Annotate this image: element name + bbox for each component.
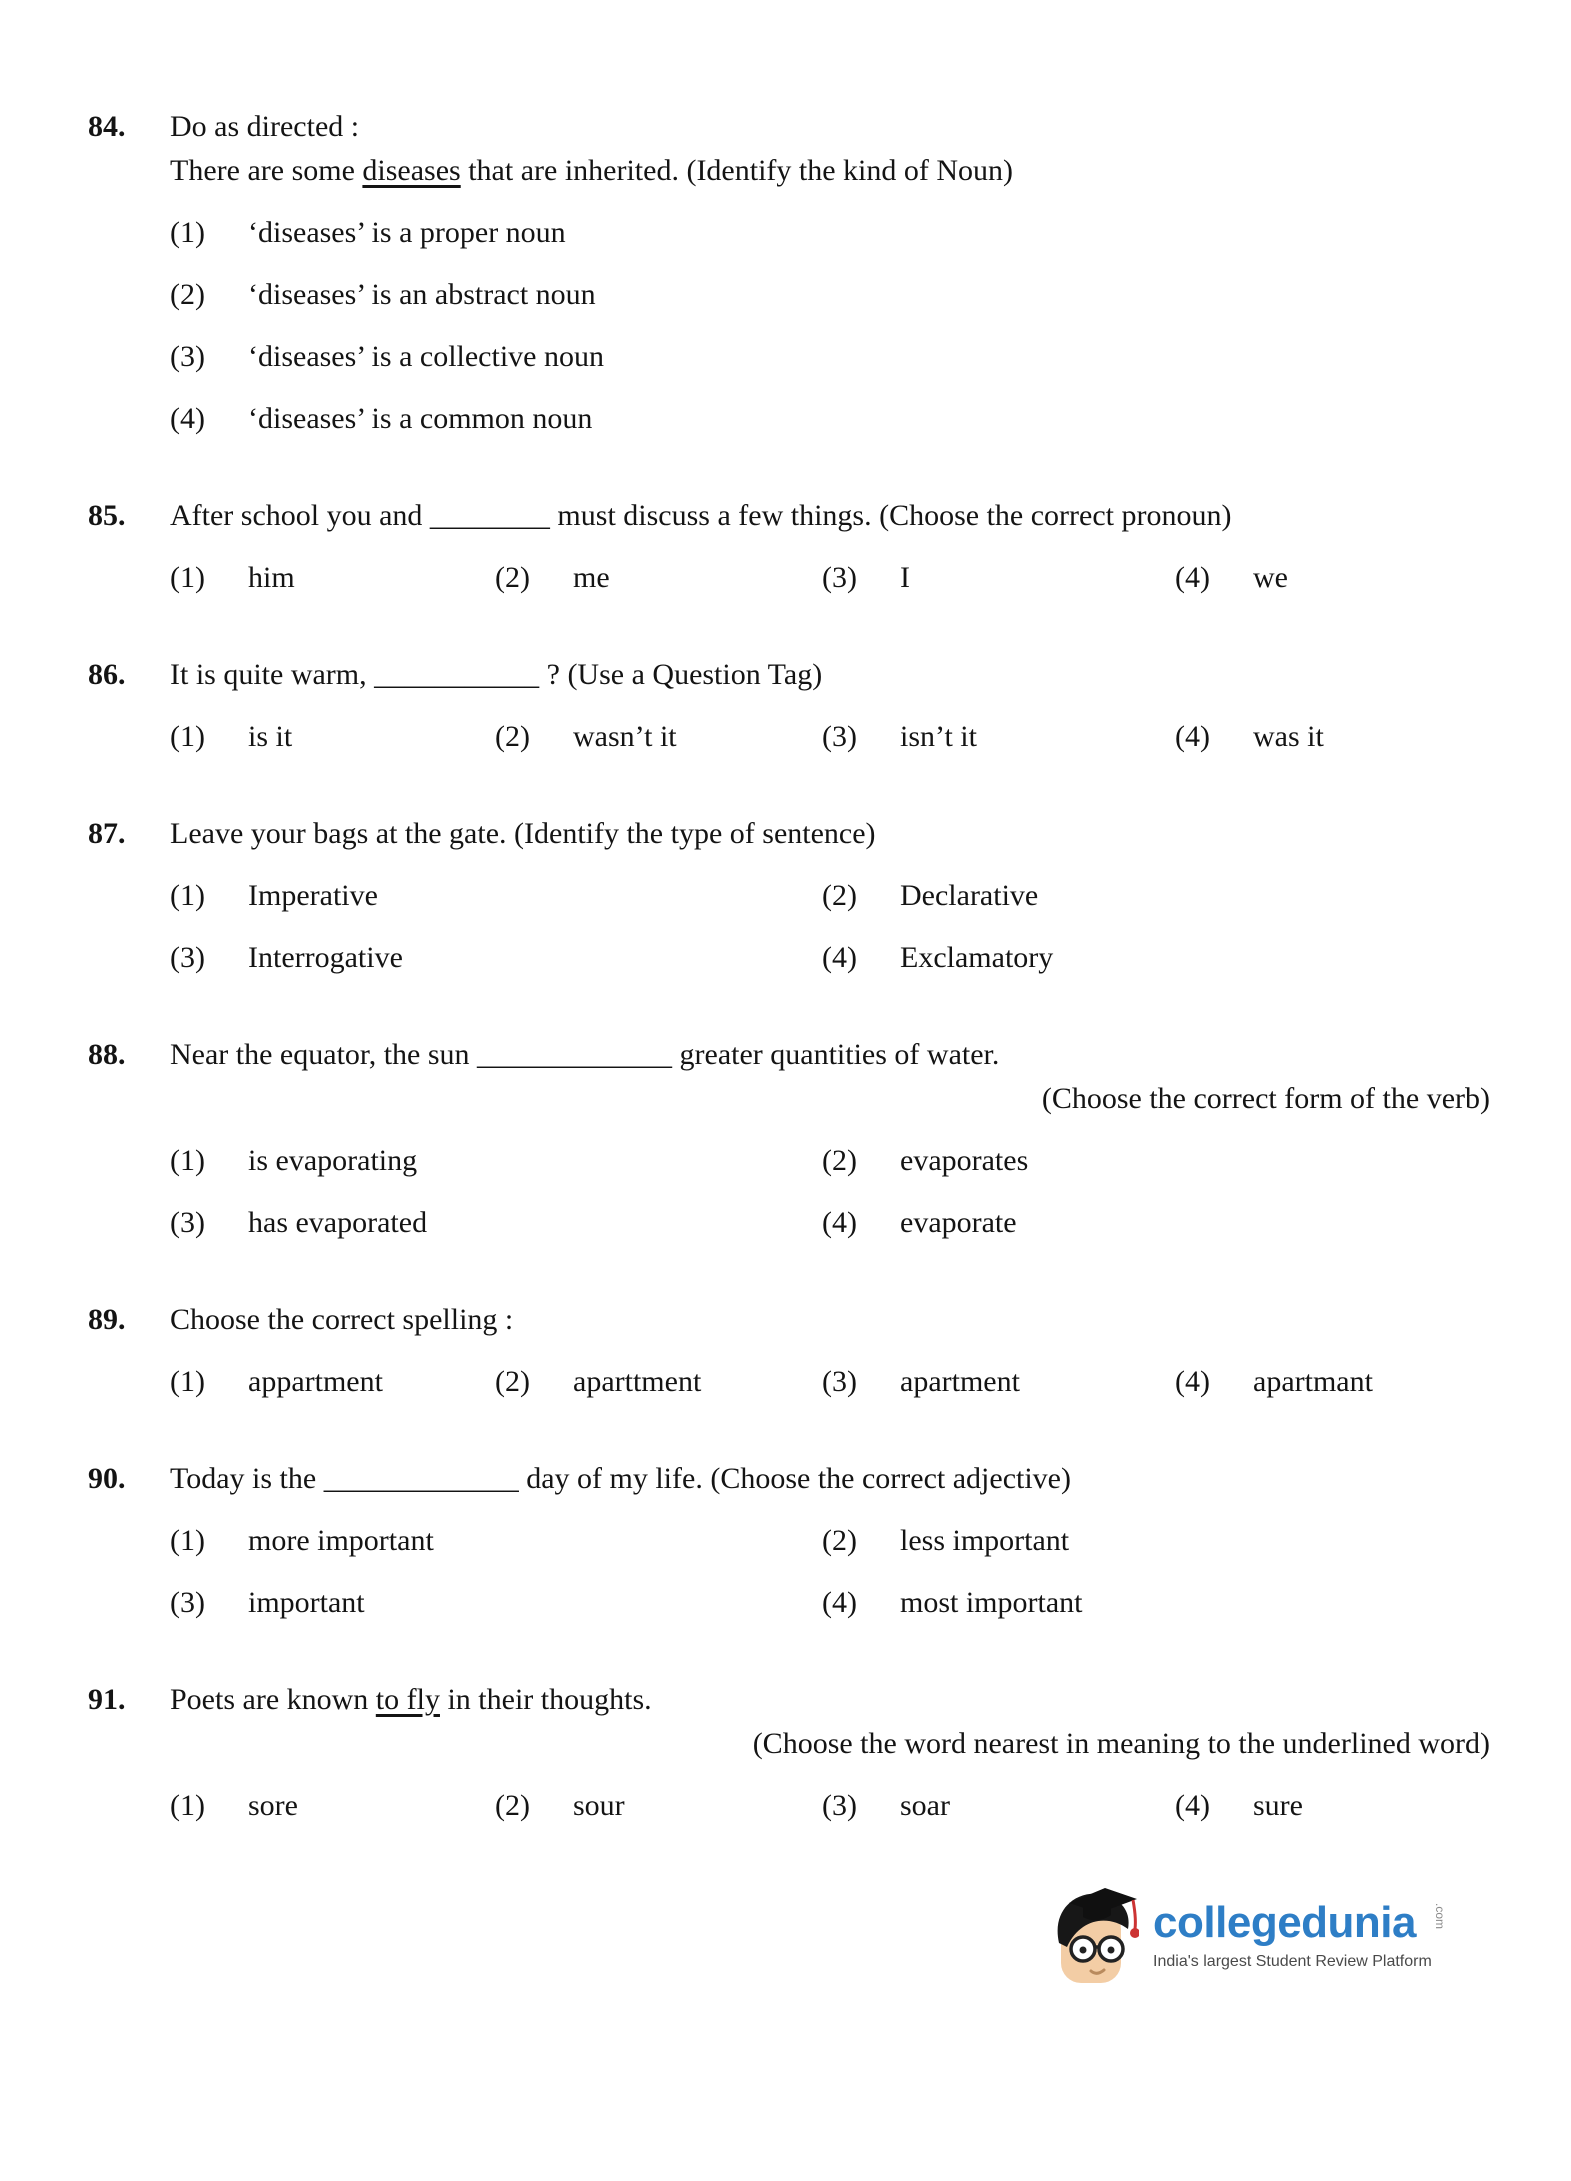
option-1 bbox=[170, 1139, 822, 1183]
option-text: evaporate bbox=[900, 1206, 1017, 1239]
options-row bbox=[170, 1360, 1490, 1404]
option-number: (4) bbox=[1175, 1365, 1210, 1398]
option-number: (1) bbox=[170, 1524, 205, 1557]
option-4 bbox=[1175, 715, 1490, 759]
option-number: (1) bbox=[170, 720, 205, 753]
options-row bbox=[170, 715, 1490, 759]
option-4 bbox=[1175, 1784, 1490, 1828]
option-2 bbox=[822, 1139, 1490, 1183]
option-text: aparttment bbox=[573, 1365, 702, 1398]
question-intro: Do as directed : bbox=[170, 110, 360, 143]
question-number: 90. bbox=[88, 1462, 126, 1495]
option-4 bbox=[1175, 556, 1490, 600]
question-body bbox=[170, 1678, 1490, 1828]
option-text: sore bbox=[248, 1789, 298, 1822]
option-text: me bbox=[573, 561, 610, 594]
option-1 bbox=[170, 1519, 822, 1563]
option-1 bbox=[170, 715, 495, 759]
option-2 bbox=[170, 273, 1490, 317]
option-text: apartmant bbox=[1253, 1365, 1373, 1398]
collegedunia-logo bbox=[1043, 1881, 1462, 1991]
logo-text bbox=[1153, 1899, 1462, 1973]
option-number: (4) bbox=[170, 402, 205, 435]
option-number: (2) bbox=[170, 278, 205, 311]
option-1 bbox=[170, 1784, 495, 1828]
options-list bbox=[170, 211, 1490, 441]
question-body bbox=[170, 812, 1490, 980]
brand-name: collegedunia bbox=[1153, 1898, 1416, 1947]
option-number: (1) bbox=[170, 1144, 205, 1177]
option-4 bbox=[822, 1201, 1490, 1245]
brand-suffix: .com bbox=[1433, 1903, 1447, 1930]
option-number: (4) bbox=[1175, 1789, 1210, 1822]
option-text: was it bbox=[1253, 720, 1324, 753]
question-89 bbox=[88, 1298, 1490, 1404]
option-text: sour bbox=[573, 1789, 625, 1822]
question-text bbox=[170, 149, 1490, 193]
option-text: him bbox=[248, 561, 295, 594]
question-number: 84. bbox=[88, 110, 126, 143]
option-text: ‘diseases’ is a collective noun bbox=[248, 340, 604, 373]
option-3 bbox=[170, 335, 1490, 379]
option-text: Imperative bbox=[248, 879, 378, 912]
question-text-post: in their thoughts. bbox=[439, 1683, 652, 1716]
option-number: (3) bbox=[822, 1365, 857, 1398]
option-number: (2) bbox=[495, 720, 530, 753]
option-3 bbox=[170, 1581, 822, 1625]
option-text: evaporates bbox=[900, 1144, 1029, 1177]
question-text: Near the equator, the sun _____________ greater quantities of water. bbox=[170, 1038, 1000, 1071]
question-body bbox=[170, 1033, 1490, 1245]
option-3 bbox=[822, 1784, 1175, 1828]
option-text: Declarative bbox=[900, 879, 1039, 912]
question-number: 85. bbox=[88, 499, 126, 532]
brand-row bbox=[1153, 1899, 1462, 1947]
option-text: has evaporated bbox=[248, 1206, 428, 1239]
option-text: Interrogative bbox=[248, 941, 403, 974]
option-number: (2) bbox=[495, 1365, 530, 1398]
option-number: (3) bbox=[170, 1206, 205, 1239]
option-3 bbox=[822, 1360, 1175, 1404]
option-number: (3) bbox=[822, 561, 857, 594]
question-text-post: that are inherited. (Identify the kind of Noun) bbox=[460, 154, 1014, 187]
option-text: ‘diseases’ is an abstract noun bbox=[248, 278, 596, 311]
option-number: (3) bbox=[170, 941, 205, 974]
option-number: (1) bbox=[170, 216, 205, 249]
option-text: soar bbox=[900, 1789, 950, 1822]
option-2 bbox=[495, 1360, 822, 1404]
option-number: (3) bbox=[822, 720, 857, 753]
question-text: After school you and ________ must discuss a few things. (Choose the correct pronoun) bbox=[170, 499, 1232, 532]
option-number: (4) bbox=[822, 1206, 857, 1239]
option-2 bbox=[822, 874, 1490, 918]
question-hint: (Choose the correct form of the verb) bbox=[1041, 1082, 1490, 1115]
option-1 bbox=[170, 874, 822, 918]
option-text: appartment bbox=[248, 1365, 383, 1398]
option-number: (4) bbox=[822, 1586, 857, 1619]
option-number: (4) bbox=[822, 941, 857, 974]
option-text: ‘diseases’ is a common noun bbox=[248, 402, 593, 435]
question-hint: (Choose the word nearest in meaning to the underlined word) bbox=[752, 1727, 1490, 1760]
option-4 bbox=[1175, 1360, 1490, 1404]
option-text: ‘diseases’ is a proper noun bbox=[248, 216, 566, 249]
option-1 bbox=[170, 1360, 495, 1404]
brand-tagline: India's largest Student Review Platform bbox=[1153, 1953, 1432, 1970]
question-number: 86. bbox=[88, 658, 126, 691]
question-text-pre: Poets are known bbox=[170, 1683, 376, 1716]
options-row bbox=[170, 556, 1490, 600]
question-91 bbox=[88, 1678, 1490, 1828]
options-grid bbox=[170, 1519, 1490, 1625]
question-number: 89. bbox=[88, 1303, 126, 1336]
question-88 bbox=[88, 1033, 1490, 1245]
question-number: 91. bbox=[88, 1683, 126, 1716]
option-4 bbox=[170, 397, 1490, 441]
option-text: Exclamatory bbox=[900, 941, 1054, 974]
question-text bbox=[170, 1678, 1490, 1722]
option-4 bbox=[822, 936, 1490, 980]
collegedunia-mascot-icon bbox=[1043, 1881, 1139, 1991]
question-body bbox=[170, 1457, 1490, 1625]
option-number: (3) bbox=[170, 340, 205, 373]
option-3 bbox=[170, 936, 822, 980]
question-text: Leave your bags at the gate. (Identify the type of sentence) bbox=[170, 817, 876, 850]
option-number: (3) bbox=[822, 1789, 857, 1822]
option-2 bbox=[495, 1784, 822, 1828]
question-text-pre: There are some bbox=[170, 154, 363, 187]
question-body bbox=[170, 105, 1490, 441]
underlined-word: diseases bbox=[362, 154, 461, 187]
option-text: I bbox=[900, 561, 910, 594]
underlined-word: to fly bbox=[375, 1683, 440, 1716]
options-grid bbox=[170, 874, 1490, 980]
question-body bbox=[170, 494, 1490, 600]
options-row bbox=[170, 1784, 1490, 1828]
options-grid bbox=[170, 1139, 1490, 1245]
option-3 bbox=[822, 556, 1175, 600]
option-1 bbox=[170, 556, 495, 600]
option-number: (1) bbox=[170, 1365, 205, 1398]
option-1 bbox=[170, 211, 1490, 255]
option-4 bbox=[822, 1581, 1490, 1625]
question-86 bbox=[88, 653, 1490, 759]
option-2 bbox=[822, 1519, 1490, 1563]
option-number: (1) bbox=[170, 1789, 205, 1822]
option-number: (4) bbox=[1175, 561, 1210, 594]
option-number: (2) bbox=[822, 879, 857, 912]
question-text: Today is the _____________ day of my life. (Choose the correct adjective) bbox=[170, 1462, 1071, 1495]
option-text: sure bbox=[1253, 1789, 1303, 1822]
option-2 bbox=[495, 556, 822, 600]
question-text: Choose the correct spelling : bbox=[170, 1303, 514, 1336]
option-text: we bbox=[1253, 561, 1288, 594]
option-text: isn’t it bbox=[900, 720, 977, 753]
option-text: important bbox=[248, 1586, 365, 1619]
question-90 bbox=[88, 1457, 1490, 1625]
question-87 bbox=[88, 812, 1490, 980]
option-text: more important bbox=[248, 1524, 434, 1557]
option-number: (3) bbox=[170, 1586, 205, 1619]
option-number: (1) bbox=[170, 879, 205, 912]
option-number: (2) bbox=[495, 1789, 530, 1822]
question-number: 88. bbox=[88, 1038, 126, 1071]
option-text: less important bbox=[900, 1524, 1070, 1557]
question-body bbox=[170, 1298, 1490, 1404]
option-text: is evaporating bbox=[248, 1144, 418, 1177]
option-text: is it bbox=[248, 720, 293, 753]
option-number: (2) bbox=[495, 561, 530, 594]
option-3 bbox=[170, 1201, 822, 1245]
question-84 bbox=[88, 105, 1490, 441]
option-number: (1) bbox=[170, 561, 205, 594]
option-text: wasn’t it bbox=[573, 720, 677, 753]
question-number: 87. bbox=[88, 817, 126, 850]
option-number: (4) bbox=[1175, 720, 1210, 753]
option-2 bbox=[495, 715, 822, 759]
footer bbox=[88, 1881, 1490, 1991]
option-number: (2) bbox=[822, 1144, 857, 1177]
question-body bbox=[170, 653, 1490, 759]
question-text: It is quite warm, ___________ ? (Use a Question Tag) bbox=[170, 658, 823, 691]
option-3 bbox=[822, 715, 1175, 759]
option-text: apartment bbox=[900, 1365, 1020, 1398]
question-85 bbox=[88, 494, 1490, 600]
option-text: most important bbox=[900, 1586, 1083, 1619]
option-number: (2) bbox=[822, 1524, 857, 1557]
